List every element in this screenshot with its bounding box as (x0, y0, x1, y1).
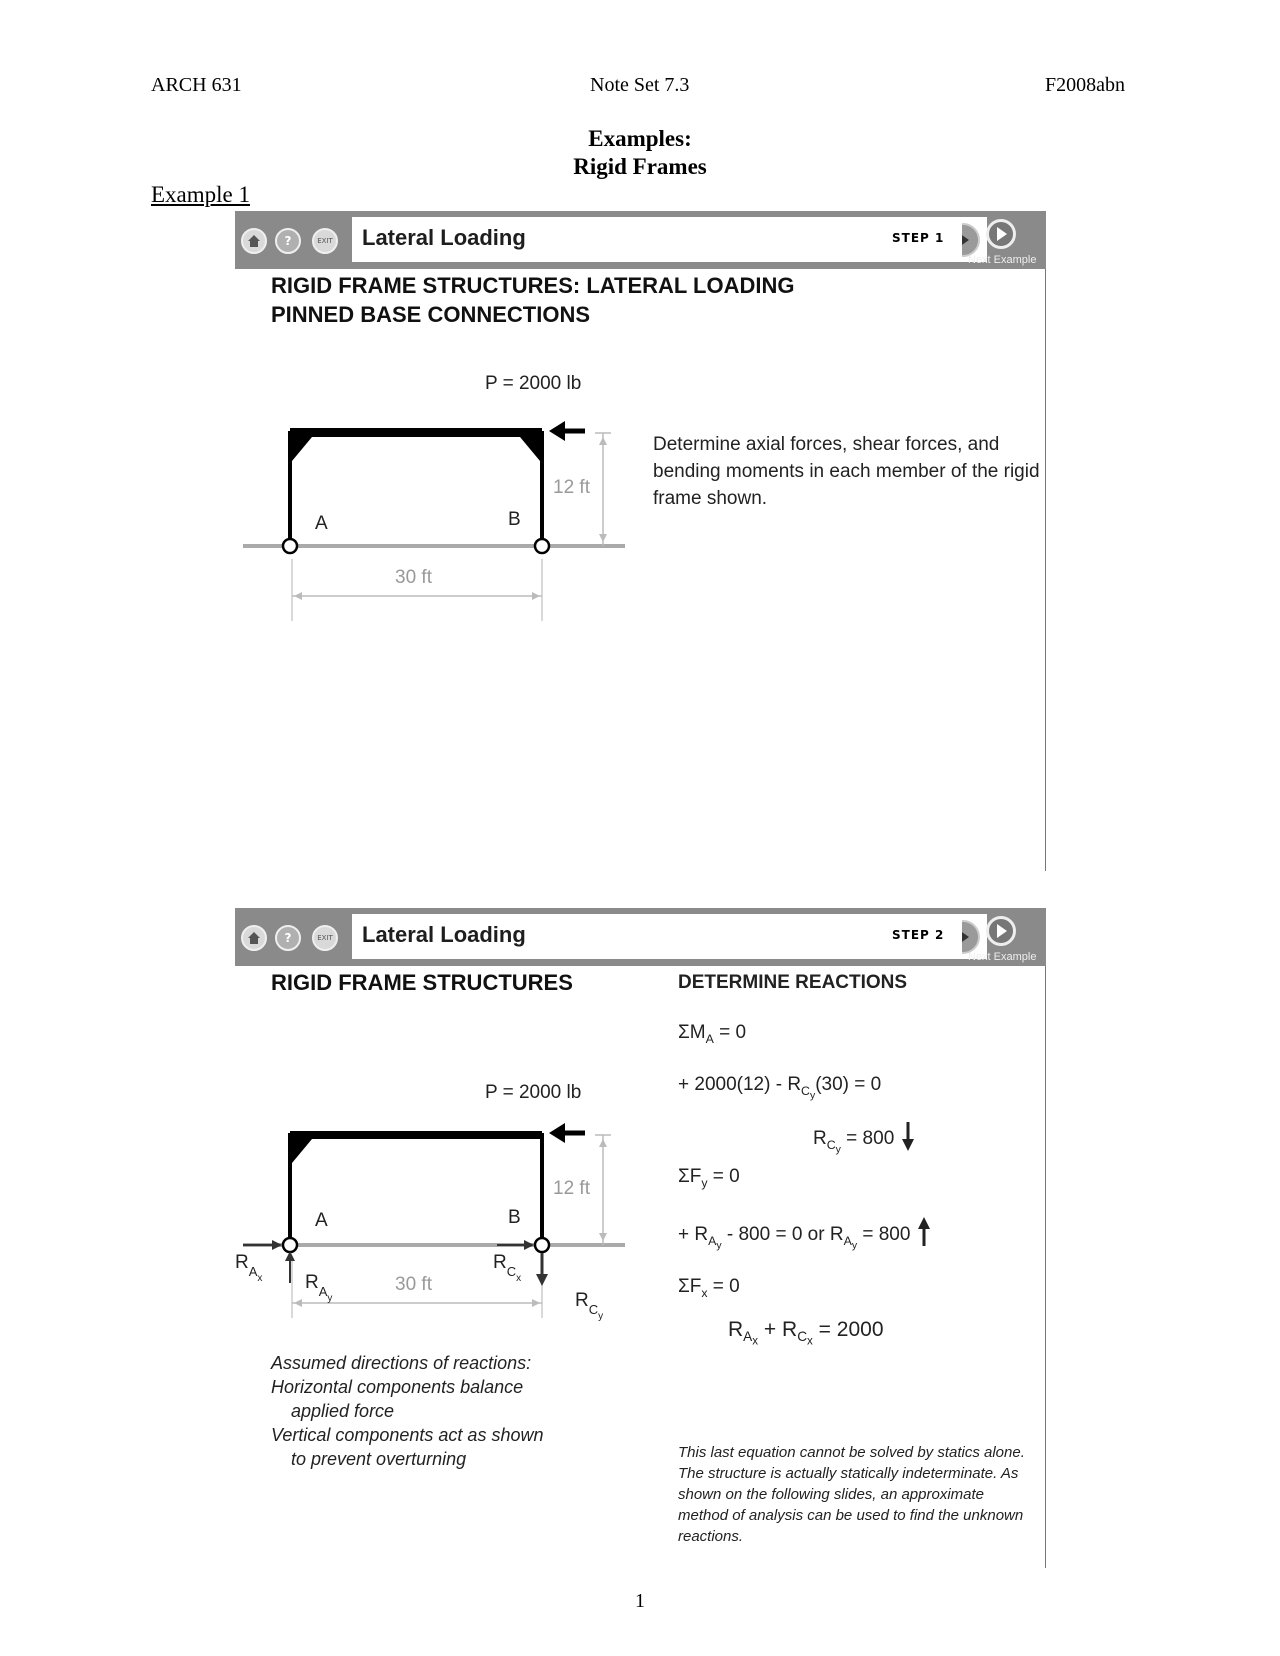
indeterminate-note: This last equation cannot be solved by statics alone. The structure is actually statically indeterminate. As shown on the following slides, an approximate method of analysis can be used to find the unknown reactions. (678, 1444, 1025, 1545)
equation-fy-expansion: + $R_{A_y} - 800 = 0$ or $R_{A_y} = 800$ (678, 1216, 932, 1251)
load-arrowhead (549, 1123, 565, 1143)
toolbar-title: Lateral Loading (362, 922, 526, 947)
example-label: Example 1 (151, 182, 250, 207)
assumed-line: applied force (291, 1401, 395, 1421)
load-label: P = 2000 lb (485, 373, 582, 394)
toolbar-title: Lateral Loading (362, 225, 526, 250)
height-label: 12 ft (553, 1178, 590, 1199)
step-indicator (882, 914, 962, 959)
step-indicator (882, 217, 962, 262)
reaction-arrowhead-rax (272, 1240, 282, 1250)
frame-beam (290, 1131, 542, 1139)
node-a-label: A (315, 1210, 328, 1231)
pin-support-a (283, 1238, 297, 1252)
equation-sum-moments: $\Sigma M_A = 0$ (678, 1022, 747, 1046)
height-dim-arrow-top (599, 1139, 607, 1147)
play-icon (986, 219, 1016, 249)
pin-support-b (535, 1238, 549, 1252)
pin-support-b (535, 539, 549, 553)
node-b-label: B (508, 1207, 521, 1228)
header-course: ARCH 631 (151, 74, 242, 96)
load-arrowhead (549, 421, 565, 441)
height-dim-arrow-bottom (599, 534, 607, 542)
problem-description: Determine axial forces, shear forces, and bending moments in each member of the rigid frame shown. (653, 434, 1040, 509)
reaction-rax-label: $R_{Ax}$ (235, 1252, 263, 1284)
slide-step-1 (235, 211, 1046, 871)
node-b-label: B (508, 509, 521, 530)
right-knee-haunch (520, 437, 542, 461)
help-button[interactable]: ? (275, 228, 301, 254)
pin-support-a (283, 539, 297, 553)
slide-heading-line2: PINNED BASE CONNECTIONS (271, 302, 591, 327)
equation-moment-expansion: + $2000(12) - R_{C_y}(30) = 0$ (678, 1074, 882, 1102)
reaction-ray-label: $R_{Ay}$ (305, 1272, 333, 1304)
equation-rcy-result: $R_{C_y} = 800$ (813, 1122, 916, 1155)
span-label: 30 ft (395, 567, 432, 588)
node-a-label: A (315, 513, 328, 534)
next-example-label: Next Example (968, 254, 1037, 266)
span-dim-arrow-left (294, 592, 302, 600)
reaction-rcy-label: $R_{Cy}$ (575, 1290, 604, 1322)
span-label: 30 ft (395, 1274, 432, 1295)
span-dim-arrow-left (294, 1299, 302, 1307)
reaction-diagram (235, 908, 655, 1348)
assumed-directions-note (271, 1351, 601, 1471)
slide-step-2 (235, 908, 1046, 1568)
assumed-line: Horizontal components balance (271, 1377, 524, 1397)
equation-sum-fy: $\Sigma F_y = 0$ (678, 1166, 740, 1190)
step-label: STEP 2 (892, 928, 945, 942)
left-knee-haunch (290, 437, 312, 461)
step-label: STEP 1 (892, 231, 945, 245)
left-knee-haunch (290, 1139, 312, 1163)
play-icon (986, 916, 1016, 946)
rigid-frame (290, 1135, 542, 1245)
assumed-line: Assumed directions of reactions: (271, 1353, 532, 1373)
solution-heading: DETERMINE REACTIONS (678, 972, 908, 993)
page-number: 1 (635, 1590, 645, 1612)
page-title-line2: Rigid Frames (573, 154, 707, 179)
reaction-arrowhead-ray (285, 1251, 295, 1261)
next-example-button[interactable] (966, 211, 1046, 269)
arrow-up-icon (916, 1216, 932, 1246)
load-label: P = 2000 lb (485, 1082, 582, 1103)
assumed-line: to prevent overturning (291, 1449, 467, 1469)
slide-border (1045, 908, 1046, 1568)
header-term: F2008abn (1045, 74, 1125, 96)
height-dim-arrow-bottom (599, 1233, 607, 1241)
height-dim-arrow-top (599, 437, 607, 445)
page-title-line1: Examples: (588, 126, 692, 151)
slide-border (1045, 211, 1046, 871)
slide-heading-line1: RIGID FRAME STRUCTURES: LATERAL LOADING (271, 273, 795, 298)
next-example-button[interactable] (966, 908, 1046, 966)
height-label: 12 ft (553, 477, 590, 498)
exit-button[interactable]: EXIT (312, 228, 338, 254)
frame-diagram (235, 211, 655, 631)
exit-button[interactable]: EXIT (312, 925, 338, 951)
slide-heading: RIGID FRAME STRUCTURES (271, 970, 573, 995)
header-noteset: Note Set 7.3 (590, 74, 690, 96)
equation-sum-fx: $\Sigma F_x = 0$ (678, 1276, 740, 1300)
reaction-arrowhead-rcy (536, 1274, 548, 1286)
span-dim-arrow-right (532, 592, 540, 600)
equation-fx-expansion: $R_{A_x} + R_{C_x} = 2000$ (728, 1318, 884, 1348)
help-button[interactable]: ? (275, 925, 301, 951)
reaction-arrowhead-rcx (524, 1240, 534, 1250)
arrow-down-icon (900, 1122, 916, 1152)
rigid-frame (290, 433, 542, 546)
next-example-label: Next Example (968, 951, 1037, 963)
span-dim-arrow-right (532, 1299, 540, 1307)
reaction-rcx-label: $R_{Cx}$ (493, 1252, 522, 1284)
frame-beam (290, 428, 542, 437)
assumed-line: Vertical components act as shown (271, 1425, 544, 1445)
